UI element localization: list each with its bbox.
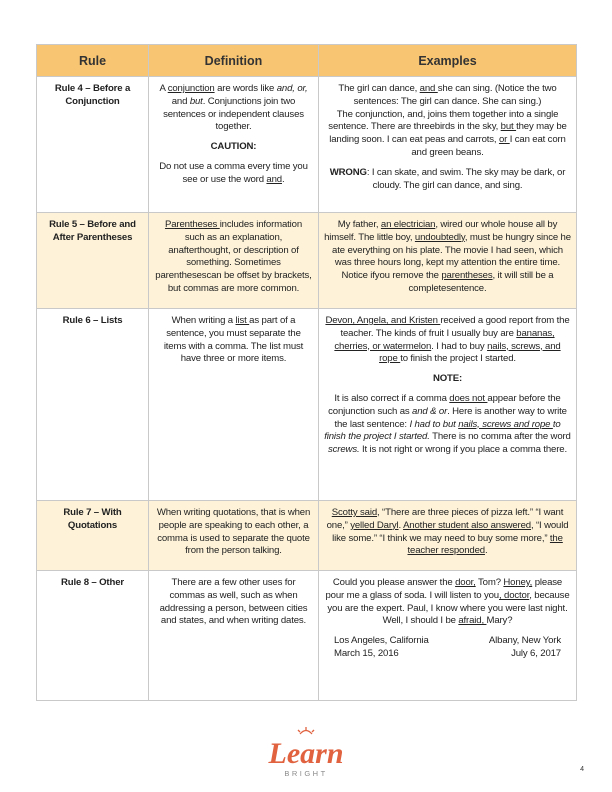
examples-cell	[319, 501, 577, 571]
rule-name: Rule 8 – Other	[37, 571, 149, 701]
caution-text: Do not use a comma every time you see or use the word and.	[159, 160, 308, 185]
definition-cell	[149, 213, 319, 309]
definition-cell	[149, 309, 319, 501]
rule-name: Rule 4 – Before a Conjunction	[37, 77, 149, 213]
example-text: The girl can dance, and she can sing. (Notice the two sentences: The girl can dance. She can sing.)	[338, 83, 557, 107]
date-example: July 6, 2017	[511, 647, 561, 659]
header-examples: Examples	[319, 45, 577, 77]
example-text: Could you please answer the door, Tom? Honey, please pour me a glass of soda. I will listen to you, doctor, because you are the expert. Paul, I know where you were last night. Well, I should I be afraid, Mary?	[325, 577, 570, 627]
wrong-example: WRONG: I can skate, and swim. The sky may be dark, or cloudy. The girl can dance, and sing.	[329, 166, 566, 191]
learn-bright-logo	[252, 726, 360, 782]
table-row	[37, 213, 577, 309]
city-example: Albany, New York	[488, 635, 561, 647]
example-text: The conjunction, and, joins them together into a single sentence. There are threebirds in the sky, but they may be landing soon. I can eat peas and carrots, or I can eat corn and green beans.	[328, 108, 567, 158]
definition-text: When writing a list as part of a sentence, you must separate the items with a comma. The list must have three or more items.	[163, 315, 304, 365]
example-text: My father, an electrician, wired our whole house all by himself. The little boy, undoubtedly, must be hungry since he ate everything on his plate. The movie I had seen, which was three hours long, kept my attention the entire time. Notice ifyou remove the parentheses, it will still be a completesentence.	[324, 219, 571, 294]
example-text: Devon, Angela, and Kristen received a good report from the teacher. The kinds of fruit I usually buy are bananas, cherries, or watermelon. I had to buy nails, screws, and rope to finish the project I started.	[325, 315, 570, 365]
lightbulb-icon	[298, 727, 314, 734]
note-text: It is also correct if a comma does not appear before the conjunction such as and & or. Here is another way to write the last sentence: I had to but nails, screws and rope to finish the project I started. There is no comma after the word screws. It is not right or wrong if you place a comma there.	[324, 392, 571, 456]
definition-cell: When writing quotations, that is when people are speaking to each other, a comma is used to separate the quote from the person talking.	[149, 501, 319, 571]
date-examples	[324, 648, 571, 661]
logo-subtitle: BRIGHT	[284, 769, 328, 778]
page-number: 4	[580, 766, 584, 773]
examples-cell	[319, 571, 577, 701]
logo-wordmark: Learn	[268, 737, 344, 770]
definition-text: A conjunction are words like and, or, and but. Conjunctions join two sentences or independent clauses together.	[159, 83, 308, 133]
rules-table	[36, 44, 577, 701]
note-label: NOTE:	[432, 373, 463, 385]
address-examples	[324, 635, 571, 648]
table-row	[37, 501, 577, 571]
caution-label: CAUTION:	[210, 141, 257, 153]
definition-cell	[149, 77, 319, 213]
table-row	[37, 309, 577, 501]
table-header-row	[37, 45, 577, 77]
rule-name: Rule 6 – Lists	[37, 309, 149, 501]
date-example: March 15, 2016	[334, 647, 399, 659]
definition-cell: There are a few other uses for commas as well, such as when addressing a person, between cities and states, and when writing dates.	[149, 571, 319, 701]
example-text: Scotty said, “There are three pieces of pizza left.” “I want one,” yelled Daryl. Another student also answered, “I would like some.” “I think we may need to buy some more,” the teacher responded.	[326, 507, 569, 557]
examples-cell	[319, 309, 577, 501]
header-definition: Definition	[149, 45, 319, 77]
city-example: Los Angeles, California	[334, 635, 429, 647]
table-row	[37, 571, 577, 701]
rule-name: Rule 7 – With Quotations	[37, 501, 149, 571]
rule-name: Rule 5 – Before and After Parentheses	[37, 213, 149, 309]
header-rule: Rule	[37, 45, 149, 77]
definition-text: Parentheses includes information such as an explanation, anafterthought, or description of something. Sometimes parenthesescan be offset by brackets, but commas are more common.	[155, 219, 312, 294]
examples-cell	[319, 77, 577, 213]
table-row	[37, 77, 577, 213]
examples-cell	[319, 213, 577, 309]
